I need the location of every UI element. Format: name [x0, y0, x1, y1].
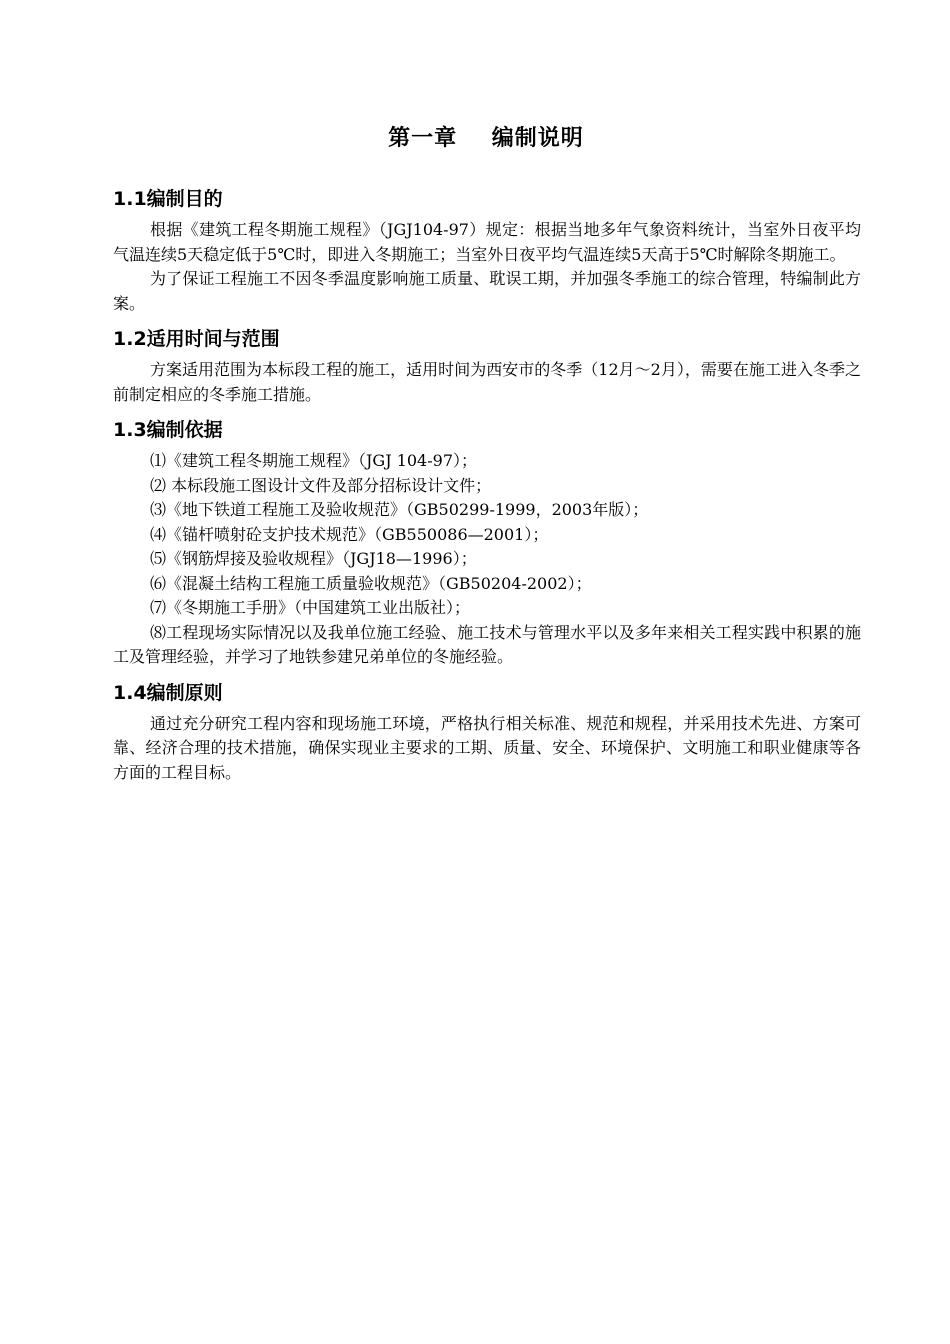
document-body: [113, 186, 861, 795]
section-heading: 1.4编制原则: [113, 681, 223, 704]
section-heading: 1.3编制依据: [113, 419, 223, 441]
list-item: ⑹《混凝土结构工程施工质量验收规范》（GB50204-2002）；: [150, 573, 592, 593]
section-heading: 1.1编制目的: [113, 188, 223, 210]
list-item: ⑵ 本标段施工图设计文件及部分招标设计文件；: [150, 475, 492, 495]
section-principles: [113, 680, 861, 786]
paragraph: 根据《建筑工程冬期施工规程》（JGJ104-97）规定：根据当地多年气象资料统计，当室外日夜平均气温连续5天稳定低于5℃时，即进入冬期施工；当室外日夜平均气温连续5天高于5℃时解除冬期施工。: [113, 220, 861, 264]
list-item: ⑶《地下铁道工程施工及验收规范》（GB50299-1999，2003年版）；: [150, 500, 649, 519]
paragraph: 方案适用范围为本标段工程的施工，适用时间为西安市的冬季（12月～2月），需要在施工进入冬季之前制定相应的冬季施工措施。: [113, 360, 861, 404]
section-scope: [113, 326, 861, 407]
list-item: ⑺《冬期施工手册》（中国建筑工业出版社）；: [150, 598, 471, 617]
list-item: ⑴《建筑工程冬期施工规程》（JGJ 104-97）；: [150, 451, 478, 470]
paragraph: 为了保证工程施工不因冬季温度影响施工质量、耽误工期，并加强冬季施工的综合管理，特编制此方案。: [113, 269, 861, 313]
section-purpose: [113, 186, 861, 316]
list-item: ⑻工程现场实际情况以及我单位施工经验、施工技术与管理水平以及多年来相关工程实践中积累的施工及管理经验，并学习了地铁参建兄弟单位的冬施经验。: [113, 622, 861, 666]
section-heading: 1.2适用时间与范围: [113, 328, 280, 350]
list-item: ⑷《锚杆喷射砼支护技术规范》（GB550086—2001）；: [150, 524, 549, 544]
chapter-title: 第一章 编制说明: [388, 126, 584, 151]
section-basis: [113, 417, 861, 670]
list-item: ⑸《钢筋焊接及验收规程》（JGJ18—1996）；: [150, 549, 477, 568]
paragraph: 通过充分研究工程内容和现场施工环境，严格执行相关标准、规范和规程，并采用技术先进、方案可靠、经济合理的技术措施，确保实现业主要求的工期、质量、安全、环境保护、文明施工和职业健康等各方面的工程目标。: [113, 713, 861, 782]
